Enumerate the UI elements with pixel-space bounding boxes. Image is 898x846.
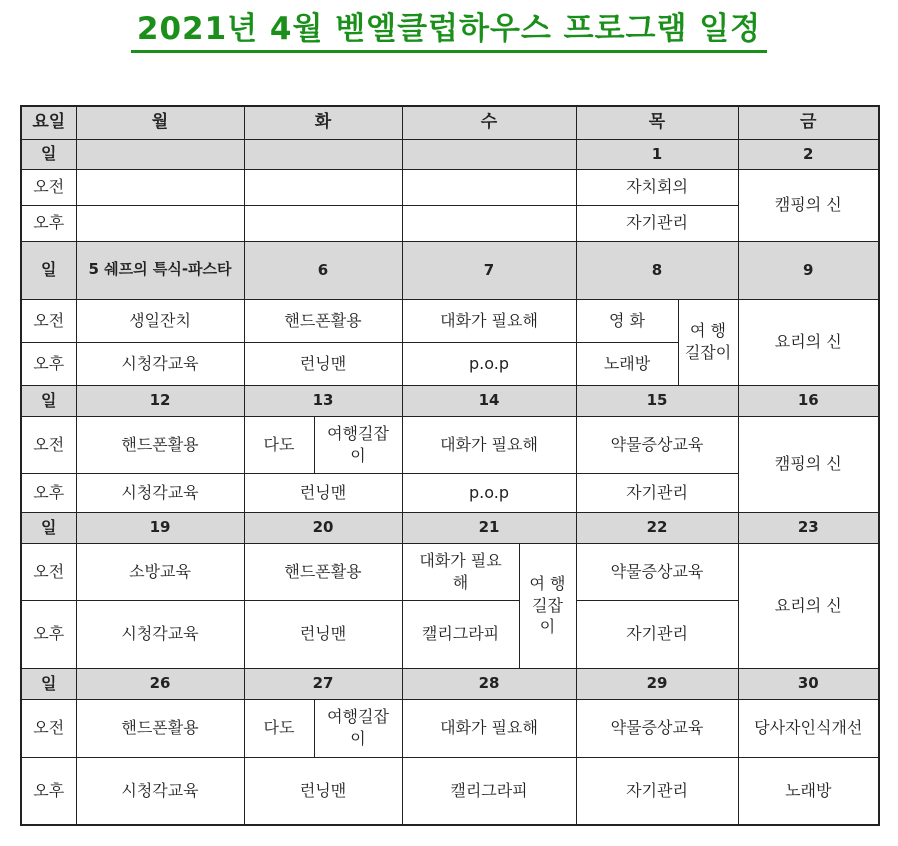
program-cell: 약물증상교육 (576, 416, 738, 473)
program-cell: p.o.p (402, 473, 576, 512)
program-cell: 자치회의 (576, 169, 738, 205)
date-cell: 14 (402, 385, 576, 416)
program-cell: 런닝맨 (244, 342, 402, 385)
program-cell: 핸드폰활용 (244, 299, 402, 342)
program-cell: 런닝맨 (244, 473, 402, 512)
program-cell: 런닝맨 (244, 600, 402, 668)
date-cell: 30 (738, 668, 879, 699)
date-cell: 5 쉐프의 특식-파스타 (76, 241, 244, 299)
am-label: 오전 (21, 543, 76, 600)
date-cell: 9 (738, 241, 879, 299)
program-cell: 대화가 필요해 (402, 416, 576, 473)
program-cell: 생일잔치 (76, 299, 244, 342)
program-cell: 약물증상교육 (576, 699, 738, 757)
program-cell: 시청각교육 (76, 342, 244, 385)
program-cell: 핸드폰활용 (244, 543, 402, 600)
program-cell: 캘리그라피 (402, 757, 576, 825)
am-label: 오전 (21, 699, 76, 757)
program-cell: 요리의 신 (738, 299, 879, 385)
date-cell: 6 (244, 241, 402, 299)
pm-label: 오후 (21, 473, 76, 512)
header-day-label: 요일 (21, 106, 76, 139)
date-label: 일 (21, 668, 76, 699)
program-cell: 런닝맨 (244, 757, 402, 825)
program-cell: p.o.p (402, 342, 576, 385)
date-cell: 28 (402, 668, 576, 699)
program-cell: 캘리그라피 (402, 600, 519, 668)
date-cell: 26 (76, 668, 244, 699)
date-cell: 20 (244, 512, 402, 543)
program-cell: 대화가 필요해 (402, 543, 519, 600)
date-cell: 7 (402, 241, 576, 299)
program-cell: 소방교육 (76, 543, 244, 600)
program-cell: 영 화 (576, 299, 678, 342)
program-cell (76, 169, 244, 205)
program-cell: 요리의 신 (738, 543, 879, 668)
pm-label: 오후 (21, 342, 76, 385)
program-cell: 자기관리 (576, 757, 738, 825)
program-cell: 여 행길잡이 (678, 299, 738, 385)
date-cell: 2 (738, 139, 879, 169)
date-label: 일 (21, 512, 76, 543)
header-wed: 수 (402, 106, 576, 139)
program-cell (402, 169, 576, 205)
date-cell: 8 (576, 241, 738, 299)
program-cell: 노래방 (576, 342, 678, 385)
date-cell: 12 (76, 385, 244, 416)
program-cell: 다도 (244, 416, 314, 473)
program-cell: 당사자인식개선 (738, 699, 879, 757)
program-cell: 노래방 (738, 757, 879, 825)
program-cell: 약물증상교육 (576, 543, 738, 600)
program-cell: 캠핑의 신 (738, 169, 879, 241)
program-cell (76, 205, 244, 241)
date-cell (76, 139, 244, 169)
am-label: 오전 (21, 169, 76, 205)
pm-label: 오후 (21, 600, 76, 668)
page-title: 2021년 4월 벧엘클럽하우스 프로그램 일정 (131, 10, 767, 53)
program-cell: 여행길잡이 (314, 699, 402, 757)
program-cell: 여행길잡이 (314, 416, 402, 473)
header-thu: 목 (576, 106, 738, 139)
date-cell: 13 (244, 385, 402, 416)
program-cell: 대화가 필요해 (402, 699, 576, 757)
date-cell: 27 (244, 668, 402, 699)
program-cell: 다도 (244, 699, 314, 757)
date-cell: 23 (738, 512, 879, 543)
program-cell: 캠핑의 신 (738, 416, 879, 512)
program-cell (402, 205, 576, 241)
date-cell: 16 (738, 385, 879, 416)
date-cell: 1 (576, 139, 738, 169)
program-cell: 시청각교육 (76, 473, 244, 512)
program-cell: 핸드폰활용 (76, 416, 244, 473)
program-cell: 자기관리 (576, 473, 738, 512)
program-cell: 시청각교육 (76, 757, 244, 825)
header-tue: 화 (244, 106, 402, 139)
pm-label: 오후 (21, 205, 76, 241)
program-cell: 여 행길잡이 (519, 543, 576, 668)
program-cell: 자기관리 (576, 205, 738, 241)
am-label: 오전 (21, 299, 76, 342)
date-label: 일 (21, 385, 76, 416)
date-label: 일 (21, 139, 76, 169)
date-cell: 21 (402, 512, 576, 543)
program-cell: 대화가 필요해 (402, 299, 576, 342)
program-cell: 자기관리 (576, 600, 738, 668)
program-cell: 핸드폰활용 (76, 699, 244, 757)
date-cell (244, 139, 402, 169)
date-cell: 22 (576, 512, 738, 543)
date-cell: 15 (576, 385, 738, 416)
date-label: 일 (21, 241, 76, 299)
date-cell (402, 139, 576, 169)
program-cell (244, 169, 402, 205)
pm-label: 오후 (21, 757, 76, 825)
header-fri: 금 (738, 106, 879, 139)
program-cell: 시청각교육 (76, 600, 244, 668)
program-cell (244, 205, 402, 241)
am-label: 오전 (21, 416, 76, 473)
header-mon: 월 (76, 106, 244, 139)
date-cell: 19 (76, 512, 244, 543)
schedule-table (20, 105, 880, 826)
date-cell: 29 (576, 668, 738, 699)
page-title-wrap (0, 10, 898, 53)
